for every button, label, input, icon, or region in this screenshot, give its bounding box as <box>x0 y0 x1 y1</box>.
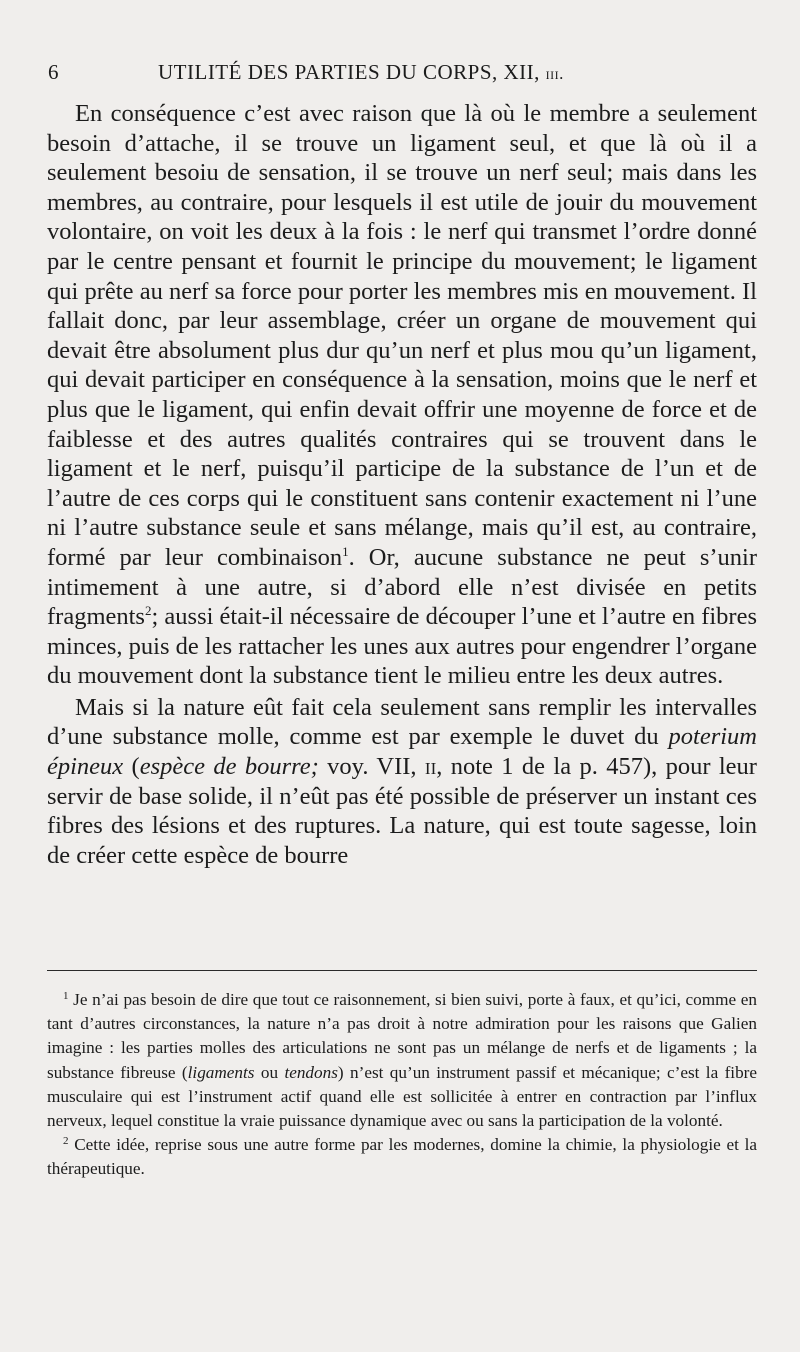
paragraph-2-roman: ii <box>424 753 437 781</box>
footnote-2-text: Cette idée, reprise sous une autre forme par les modernes, domine la chimie, la physiologie et la thérapeutique. <box>47 1135 757 1179</box>
footnote-1 <box>47 988 757 1133</box>
paragraph-2-part-a: Mais si la nature eût fait cela seulement sans remplir les intervalles d’une substance molle, comme est par exemple le duvet du <box>47 693 757 751</box>
paragraph-1-part-b: . Or, aucune substance ne peut s’unir intimement à une autre, si d’abord elle n’est divisée en petits fragments <box>47 543 757 631</box>
footnote-divider <box>47 970 757 971</box>
running-head-suffix: iii. <box>545 64 564 83</box>
running-head <box>158 60 564 85</box>
footnote-1-italic-2: tendons <box>284 1062 338 1082</box>
footnote-1-italic-1: ligaments <box>187 1062 255 1082</box>
footnote-2 <box>47 1133 757 1181</box>
running-head-title: UTILITÉ DES PARTIES DU CORPS, XII, <box>158 60 546 84</box>
footnote-2-mark: 2 <box>63 1135 69 1148</box>
footnote-1-part-a: Je n’ai pas besoin de dire que tout ce raisonnement, si bien suivi, porte à faux, et qu’ici, comme en tant d’autres circonstances, la nature n’a pas droit à notre admiration pour les raisons que Galien imagine : les parties molles des articulations ne sont pas un mélange de nerfs et de ligaments ; la substance fibreuse ( <box>47 990 757 1082</box>
footnote-1-part-c: ) n’est qu’un instrument passif et mécanique; c’est la fibre musculaire qui est l’instrument actif quand elle est sollicitée à entrer en contraction par l’influx nerveux, lequel constitue la vraie puissance dynamique avec ou sans la participation de la volonté. <box>47 1062 758 1131</box>
paragraph-2-part-b: ( <box>123 753 140 781</box>
paragraph-1-part-c: ; aussi était-il nécessaire de découper l’une et l’autre en fibres minces, puis de les rattacher les unes aux autres pour engendrer l’organe du mouvement dont la substance tient le milieu entre les deux autres. <box>47 603 757 690</box>
paragraph-2-italic-1: poterium épineux <box>47 723 757 781</box>
footnotes <box>47 988 757 1182</box>
paragraph-2-part-c: voy. VII, <box>318 753 425 781</box>
paragraph-2-italic-2: espèce de bourre; <box>139 753 319 781</box>
paragraph-1 <box>47 99 757 691</box>
main-text <box>47 99 757 870</box>
footnote-1-part-b: ou <box>254 1062 285 1082</box>
paragraph-2-part-d: , note 1 de la p. 457), pour leur servir de base solide, il n’eût pas été possible de préserver un instant ces fibres des lésions et des ruptures. La nature, qui est toute sagesse, loin de créer cette espèce de bourre <box>47 753 757 869</box>
footnote-ref-1: 1 <box>342 543 349 559</box>
footnote-ref-2: 2 <box>144 603 152 619</box>
footnote-1-mark: 1 <box>63 990 69 1002</box>
paragraph-1-part-a: En conséquence c’est avec raison que là où le membre a seulement besoin d’attache, il se trouve un ligament seul, et que là où il a seulement besoiu de sensation, il se trouve un nerf seul; mais dans les membres, au contraire, pour lesquels il est utile de jouir du mouvement volontaire, on voit les deux à la fois : le nerf qui transmet l’ordre donné par le centre pensant et fournit le principe du mouvement; le ligament qui prête au nerf sa force pour porter les membres mis en mouvement. Il fallait donc, par leur assemblage, créer un organe de mouvement qui devait être absolument plus dur qu’un nerf et plus mou qu’un ligament, qui devait participer en conséquence à la sensation, moins que le nerf et plus que le ligament, qui enfin devait offrir une moyenne de force et de faiblesse et des autres qualités contraires qui se trouvent dans le ligament et le nerf, puisqu’il participe de la substance de l’un et de l’autre de ces corps qui le constituent sans contenir exactement ni l’une ni l’autre substance seule et sans mélange, mais qu’il est, au contraire, formé par leur combinaison <box>47 100 757 571</box>
paragraph-2 <box>47 693 757 871</box>
page-number: 6 <box>48 60 59 84</box>
